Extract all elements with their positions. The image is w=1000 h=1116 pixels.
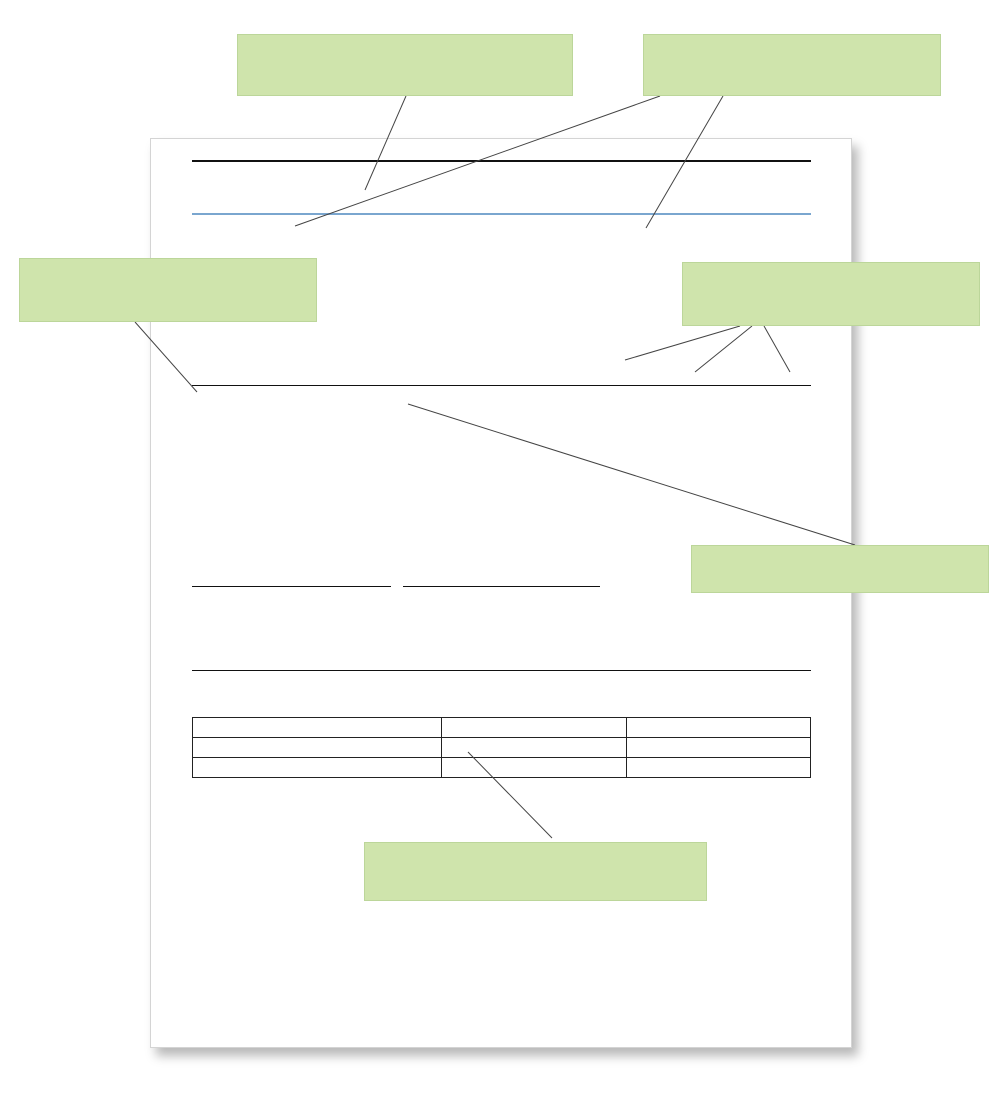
leader-line-summary-1 bbox=[295, 96, 660, 226]
callout-interest-summary bbox=[643, 34, 941, 96]
leader-line-account-name bbox=[365, 96, 406, 190]
leader-line-summary-2 bbox=[646, 96, 723, 228]
callout-transactions bbox=[19, 258, 317, 322]
leader-line-boxes bbox=[468, 752, 552, 838]
callout-descriptions bbox=[691, 545, 989, 593]
leader-line-columns-1 bbox=[625, 326, 740, 360]
leader-line-columns-3 bbox=[764, 326, 790, 372]
leader-line-descriptions bbox=[408, 404, 855, 545]
callout-boxes bbox=[364, 842, 707, 901]
leader-line-columns-2 bbox=[695, 326, 752, 372]
callout-columns bbox=[682, 262, 980, 326]
callout-account-name bbox=[237, 34, 573, 96]
leader-line-transactions bbox=[135, 322, 197, 392]
